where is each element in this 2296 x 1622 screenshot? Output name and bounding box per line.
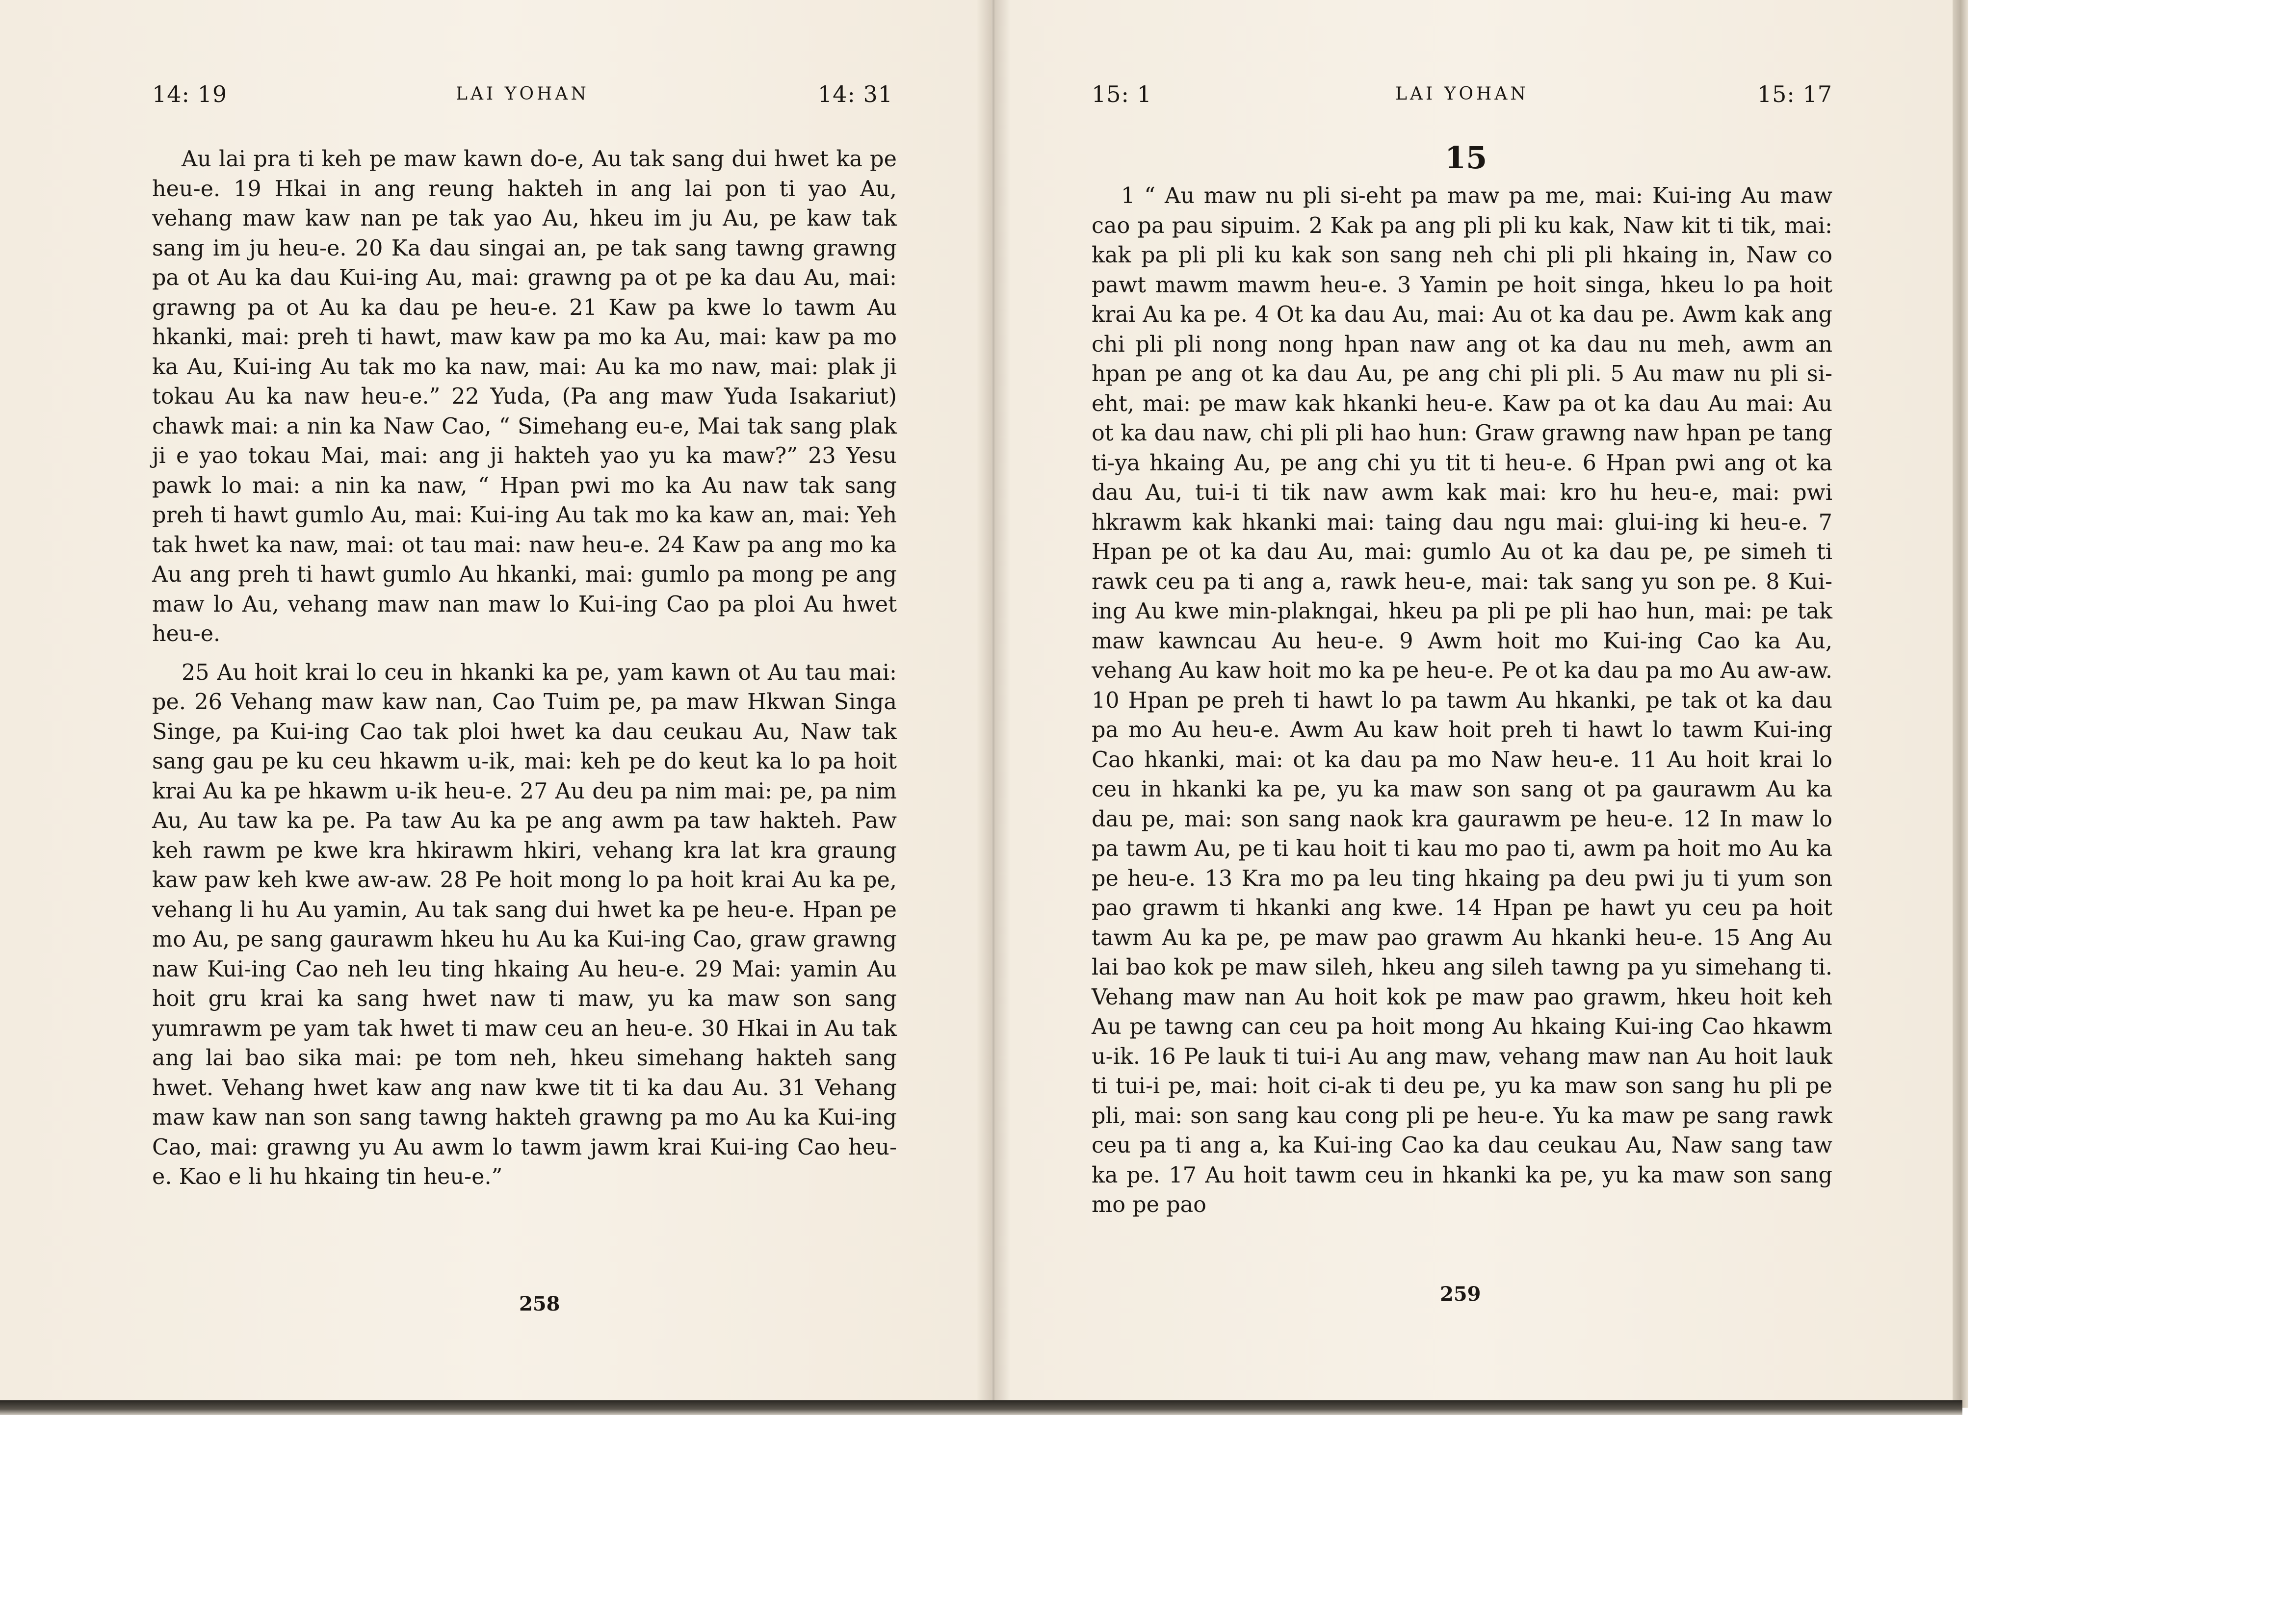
chapter-number: 15 xyxy=(1445,140,1487,176)
left-head-book-title: LAI YOHAN xyxy=(456,84,589,104)
left-running-head xyxy=(152,81,893,115)
book-bottom-edge xyxy=(0,1400,1962,1415)
left-paragraph-2: 25 Au hoit krai lo ceu in hkanki ka pe, yam kawn ot Au tau mai: pe. 26 Vehang maw kaw nan, Cao Tuim pe, pa maw Hkwan Singa Singe, pa Kui-ing Cao tak ploi hwet ka dau ceukau Au, Naw tak sang gau pe ku ceu hkawm u-ik, mai: keh pe do keut ka lo pa hoit krai Au ka pe hkawm u-ik heu-e. 27 Au deu pa nim mai: pe, pa nim Au, Au taw ka pe. Pa taw Au ka pe ang awm pa taw hakteh. Paw keh rawm pe kwe kra hkirawm hkiri, vehang kra lat kra graung kaw paw keh kwe aw-aw. 28 Pe hoit mong lo pa hoit krai Au ka pe, vehang li hu Au yamin, Au tak sang dui hwet ka pe heu-e. Hpan pe mo Au, pe sang gaurawm hkeu hu Au ka Kui-ing Cao, graw grawng naw Kui-ing Cao neh leu ting hkaing Au heu-e. 29 Mai: yamin Au hoit gru krai ka sang hwet naw ti maw, yu ka maw son sang yumrawm pe yam tak hwet ti maw ceu an heu-e. 30 Hkai in Au tak ang lai bao sika mai: pe tom neh, hkeu simehang hakteh sang hwet. Vehang hwet kaw ang naw kwe tit ti ka dau Au. 31 Vehang maw kaw nan son sang tawng hakteh grawng pa mo Au ka Kui-ing Cao, mai: grawng yu Au awm lo tawm jawm krai Kui-ing Cao heu-e. Kao e li hu hkaing tin heu-e.” xyxy=(152,660,897,1189)
left-page-text xyxy=(152,145,897,1192)
book-gutter xyxy=(976,0,1011,1403)
right-running-head xyxy=(1092,81,1832,115)
right-head-book-title: LAI YOHAN xyxy=(1395,84,1529,104)
right-page-text xyxy=(1092,181,1832,1220)
right-head-end-reference: 15: 17 xyxy=(1757,81,1832,107)
left-head-end-reference: 14: 31 xyxy=(817,81,893,107)
left-page-number: 258 xyxy=(519,1292,560,1315)
left-head-start-reference: 14: 19 xyxy=(152,81,228,107)
right-page-number: 259 xyxy=(1440,1283,1481,1306)
page-edge xyxy=(1953,0,1968,1408)
left-paragraph-1: Au lai pra ti keh pe maw kawn do-e, Au tak sang dui hwet ka pe heu-e. 19 Hkai in ang reung hakteh in ang lai pon ti yao Au, vehang maw kaw nan pe tak yao Au, hkeu im ju Au, pe kaw tak sang im ju heu-e. 20 Ka dau singai an, pe tak sang tawng grawng pa ot Au ka dau Kui-ing Au, mai: grawng pa ot pe ka dau Au, mai: grawng pa ot Au ka dau pe heu-e. 21 Kaw pa kwe lo tawm Au hkanki, mai: preh ti hawt, maw kaw pa mo ka Au, mai: kaw pa mo ka Au, Kui-ing Au tak mo ka naw, mai: Au ka mo naw, mai: plak ji tokau Au ka naw heu-e.” 22 Yuda, (Pa ang maw Yuda Isakariut) chawk mai: a nin ka Naw Cao, “ Simehang eu-e, Mai tak sang plak ji e yao tokau Mai, mai: ang ji hakteh yao yu ka maw?” 23 Yesu pawk lo mai: a nin ka naw, “ Hpan pwi mo ka Au naw tak sang preh ti hawt gumlo Au, mai: Kui-ing Au tak mo ka kaw an, mai: Yeh tak hwet ka naw, mai: ot tau mai: naw heu-e. 24 Kaw pa ang mo ka Au ang preh ti hawt gumlo Au hkanki, mai: gumlo pa mong pe ang maw lo Au, vehang maw nan maw lo Kui-ing Cao pa ploi Au hwet heu-e. xyxy=(152,147,897,646)
right-head-start-reference: 15: 1 xyxy=(1092,81,1152,107)
right-paragraph-1: 1 “ Au maw nu pli si-eht pa maw pa me, mai: Kui-ing Au maw cao pa pau sipuim. 2 Kak pa ang pli pli ku kak, Naw kit ti tik, mai: kak pa pli pli ku kak son sang neh chi pli pli hkaing in, Naw co pawt mawm mawm heu-e. 3 Yamin pe hoit singa, hkeu lo pa hoit krai Au ka pe. 4 Ot ka dau Au, mai: Au ot ka dau pe. Awm kak ang chi pli pli nong nong hpan naw ang ot ka dau nu meh, awm an hpan pe ang ot ka dau Au, pe ang chi pli pli. 5 Au maw nu pli si-eht, mai: pe maw kak hkanki heu-e. Kaw pa ot ka dau Au mai: Au ot ka dau naw, chi pli pli hao hun: Graw grawng naw hpan pe tang ti-ya hkaing Au, pe ang chi yu tit ti heu-e. 6 Hpan pwi ang ot ka dau Au, tui-i ti tik naw awm kak mai: kro hu heu-e, mai: pwi hkrawm kak hkanki mai: taing dau ngu mai: glui-ing ki heu-e. 7 Hpan pe ot ka dau Au, mai: gumlo Au ot ka dau pe, pe simeh ti rawk ceu pa ti ang a, rawk heu-e, mai: tak sang yu son pe. 8 Kui-ing Au kwe min-plakngai, hkeu pa pli pe pli hao hun, mai: pe tak maw kawncau Au heu-e. 9 Awm hoit mo Kui-ing Cao ka Au, vehang Au kaw hoit mo ka pe heu-e. Pe ot ka dau pa mo Au aw-aw. 10 Hpan pe preh ti hawt lo pa tawm Au hkanki, pe tak ot ka dau pa mo Au heu-e. Awm Au kaw hoit preh ti hawt lo tawm Kui-ing Cao hkanki, mai: ot ka dau pa mo Naw heu-e. 11 Au hoit krai lo ceu in hkanki ka pe, yu ka maw son sang ot pa gaurawm Au ka dau pe, mai: son sang naok kra gaurawm pe heu-e. 12 In maw lo pa tawm Au, pe ti kau hoit ti kau mo pao ti, awm pa hoit mo Au ka pe heu-e. 13 Kra mo pa leu ting hkaing pa deu pwi ju ti yum son pao grawm ti hkanki ang kwe. 14 Hpan pe hawt yu ceu pa hoit tawm Au ka pe, pe maw pao grawm Au hkanki heu-e. 15 Ang Au lai bao kok pe maw sileh, hkeu ang sileh tawng pa yu simehang ti. Vehang maw nan Au hoit kok pe maw pao grawm, hkeu hoit keh Au pe tawng can ceu pa hoit mong Au hkaing Kui-ing Cao hkawm u-ik. 16 Pe lauk ti tui-i Au ang maw, vehang maw nan Au hoit lauk ti tui-i pe, mai: hoit ci-ak ti deu pe, yu ka maw son sang hu pli pe pli, mai: son sang kau cong pli pe heu-e. Yu ka maw pe sang rawk ceu pa ti ang a, ka Kui-ing Cao ka dau ceukau Au, Naw sang taw ka pe. 17 Au hoit tawm ceu in hkanki ka pe, yu ka maw son sang mo pe pao xyxy=(1092,183,1832,1217)
